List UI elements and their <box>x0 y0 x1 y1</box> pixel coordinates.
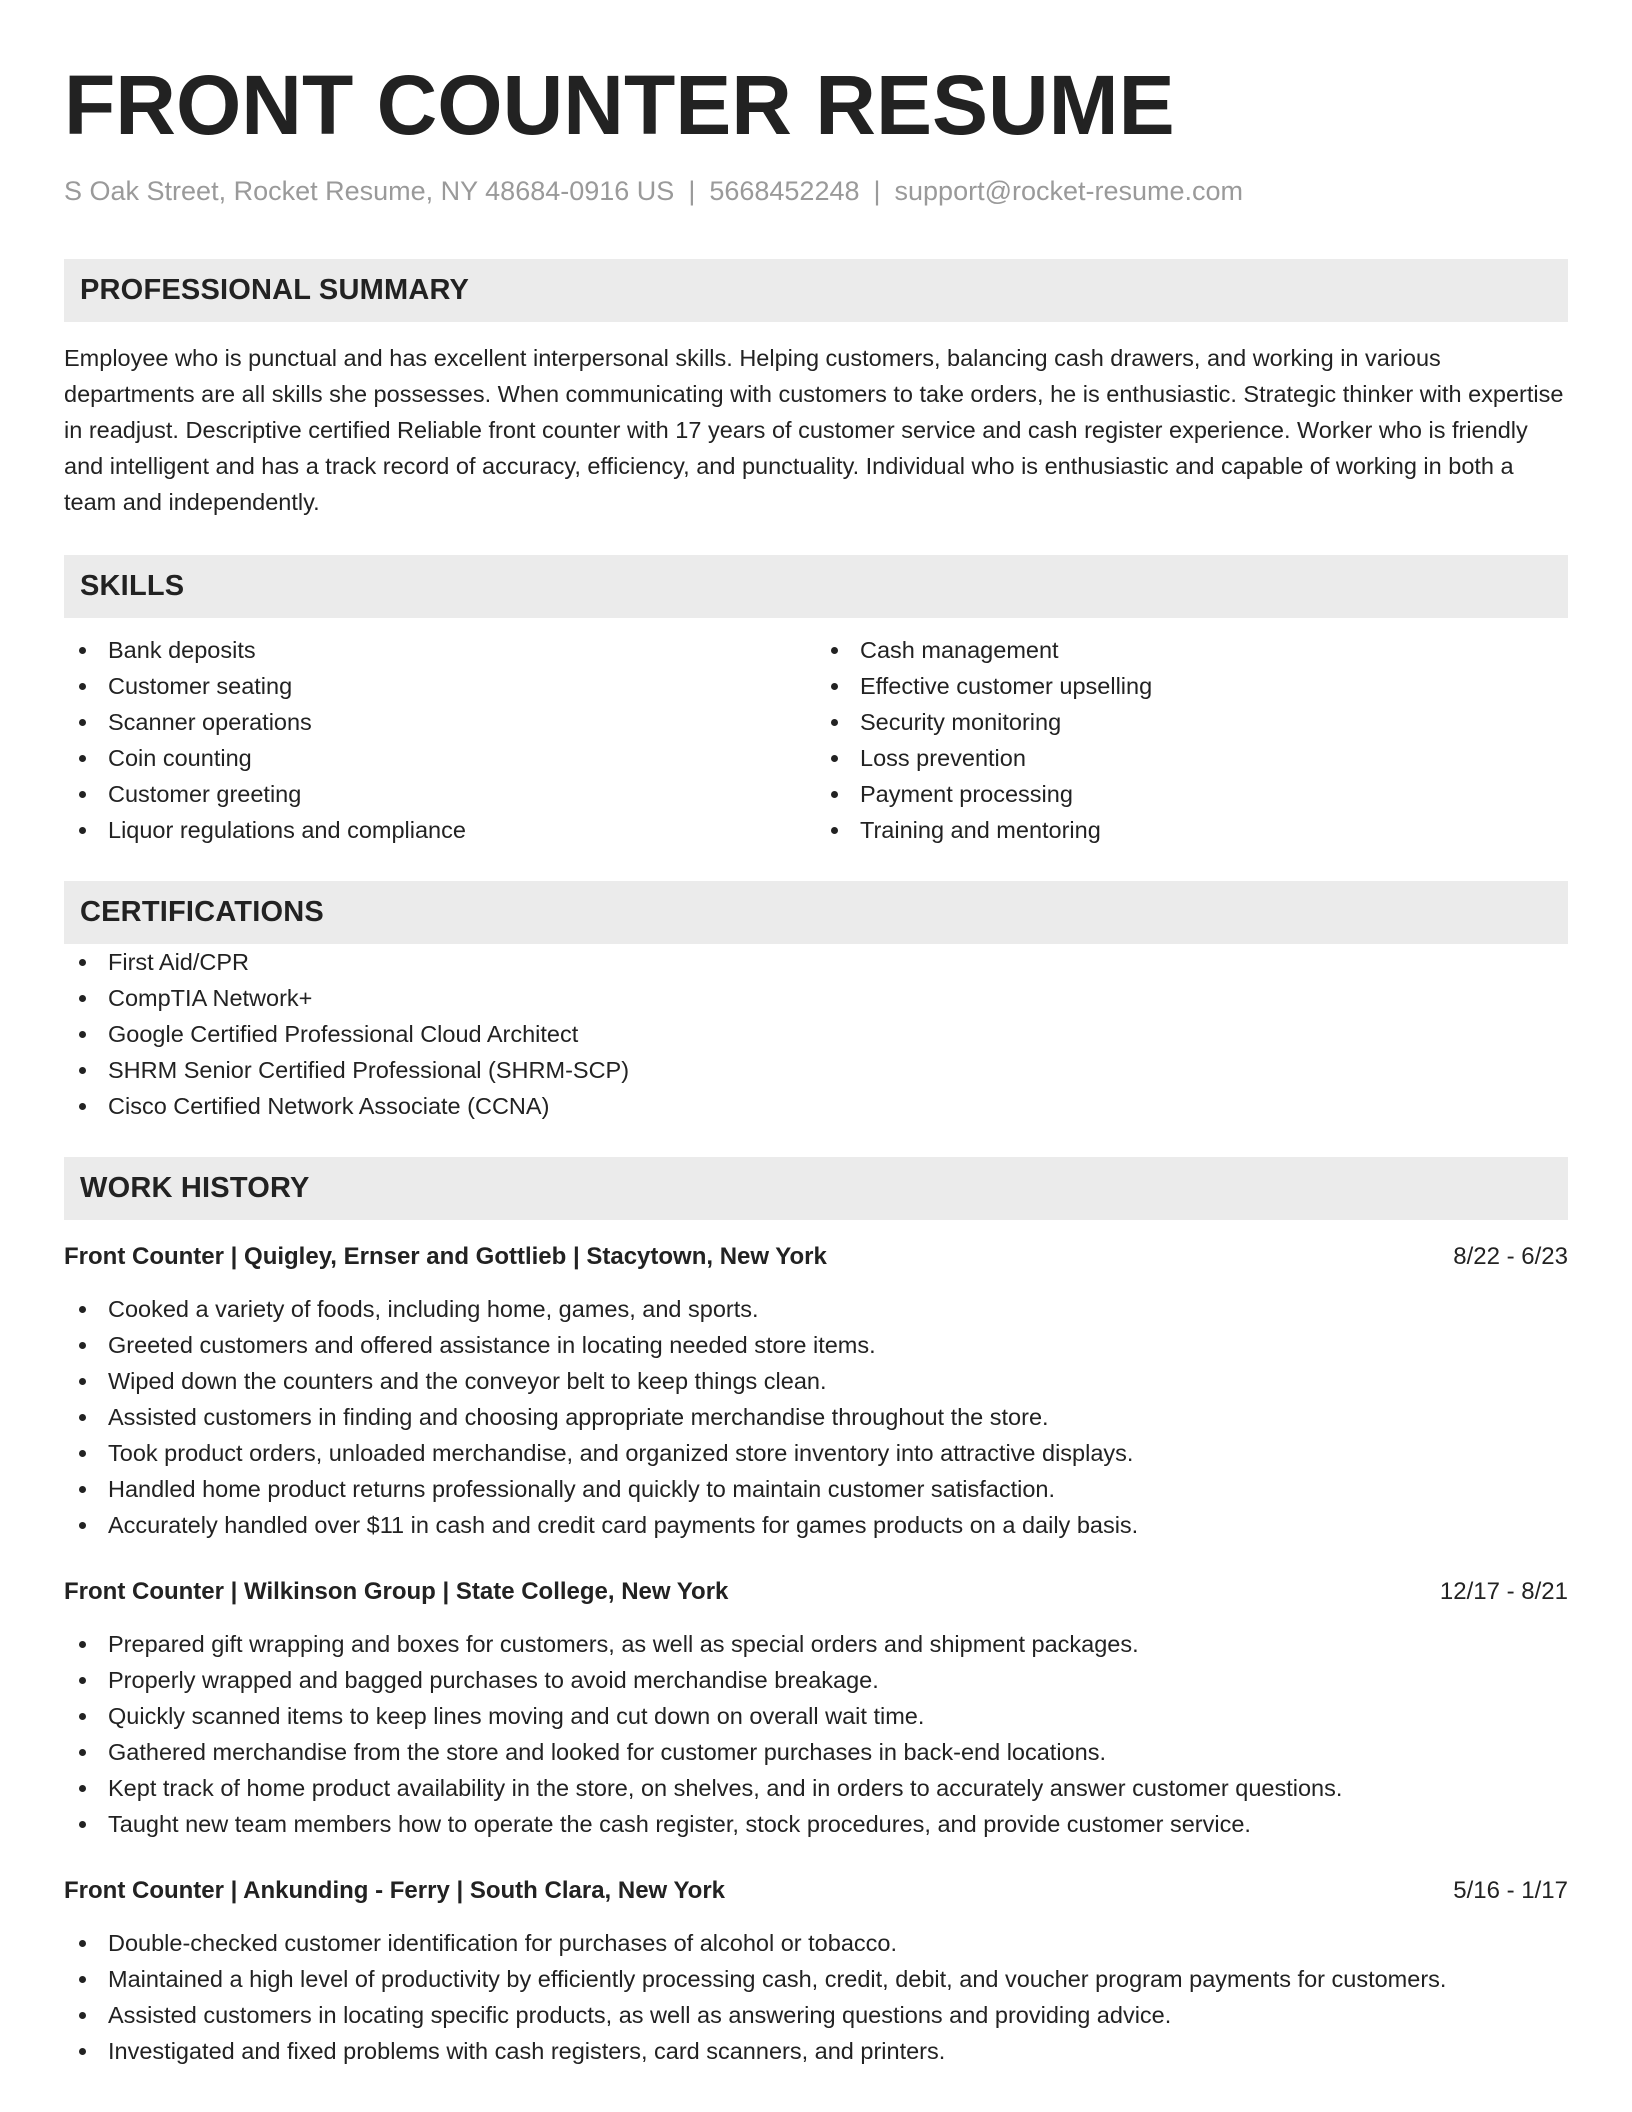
skill-item: Customer greeting <box>64 776 816 812</box>
certification-item: Cisco Certified Network Associate (CCNA) <box>64 1088 1568 1124</box>
job-title: Front Counter | Quigley, Ernser and Gottlieb | Stacytown, New York <box>64 1243 827 1270</box>
job-header <box>64 1240 1568 1274</box>
certification-item: First Aid/CPR <box>64 944 1568 980</box>
job-header <box>64 1575 1568 1609</box>
job-duty-item: Assisted customers in finding and choosing appropriate merchandise throughout the store. <box>64 1399 1568 1435</box>
certification-item: Google Certified Professional Cloud Architect <box>64 1016 1568 1052</box>
job-duty-item: Investigated and fixed problems with cash registers, card scanners, and printers. <box>64 2033 1568 2069</box>
contact-line <box>64 174 1568 208</box>
skill-item: Training and mentoring <box>816 812 1568 848</box>
job-duty-item: Gathered merchandise from the store and looked for customer purchases in back-end locations. <box>64 1734 1568 1770</box>
job-duty-item: Greeted customers and offered assistance in locating needed store items. <box>64 1327 1568 1363</box>
skill-item: Effective customer upselling <box>816 668 1568 704</box>
job-entry <box>64 1575 1568 1842</box>
contact-separator: | <box>688 176 696 206</box>
job-duties-list <box>64 1291 1568 1543</box>
job-duty-item: Quickly scanned items to keep lines moving and cut down on overall wait time. <box>64 1698 1568 1734</box>
resume-title: FRONT COUNTER RESUME <box>64 58 1175 152</box>
skill-item: Customer seating <box>64 668 816 704</box>
job-duty-item: Kept track of home product availability in the store, on shelves, and in orders to accurately answer customer questions. <box>64 1770 1568 1806</box>
job-entry <box>64 1240 1568 1543</box>
job-duty-item: Double-checked customer identification for purchases of alcohol or tobacco. <box>64 1925 1568 1961</box>
contact-address: S Oak Street, Rocket Resume, NY 48684-0916 US <box>64 176 675 206</box>
job-dates: 12/17 - 8/21 <box>1439 1578 1568 1605</box>
job-duty-item: Assisted customers in locating specific products, as well as answering questions and providing advice. <box>64 1997 1568 2033</box>
job-duty-item: Maintained a high level of productivity by efficiently processing cash, credit, debit, and voucher program payments for customers. <box>64 1961 1568 1997</box>
skill-item: Payment processing <box>816 776 1568 812</box>
job-duty-item: Properly wrapped and bagged purchases to avoid merchandise breakage. <box>64 1662 1568 1698</box>
skills-columns <box>64 632 1568 848</box>
skills-list-right <box>816 632 1568 848</box>
job-duty-item: Prepared gift wrapping and boxes for customers, as well as special orders and shipment packages. <box>64 1626 1568 1662</box>
certifications-list <box>64 944 1568 1124</box>
skill-item: Security monitoring <box>816 704 1568 740</box>
skill-item: Liquor regulations and compliance <box>64 812 816 848</box>
section-header-certifications: CERTIFICATIONS <box>64 881 1568 944</box>
job-duties-list <box>64 1925 1568 2069</box>
skills-list-left <box>64 632 816 848</box>
work-history-list <box>64 1240 1568 2069</box>
job-duty-item: Took product orders, unloaded merchandise, and organized store inventory into attractive displays. <box>64 1435 1568 1471</box>
job-duties-list <box>64 1626 1568 1842</box>
job-duty-item: Handled home product returns professionally and quickly to maintain customer satisfaction. <box>64 1471 1568 1507</box>
job-entry <box>64 1874 1568 2069</box>
skill-item: Cash management <box>816 632 1568 668</box>
job-title: Front Counter | Ankunding - Ferry | South Clara, New York <box>64 1877 726 1904</box>
contact-email: support@rocket-resume.com <box>894 176 1244 206</box>
job-title: Front Counter | Wilkinson Group | State College, New York <box>64 1578 729 1605</box>
section-header-skills: SKILLS <box>64 555 1568 618</box>
contact-phone: 5668452248 <box>709 176 860 206</box>
section-header-professional-summary: PROFESSIONAL SUMMARY <box>64 259 1568 322</box>
certification-item: CompTIA Network+ <box>64 980 1568 1016</box>
job-duty-item: Wiped down the counters and the conveyor belt to keep things clean. <box>64 1363 1568 1399</box>
job-dates: 5/16 - 1/17 <box>1453 1877 1568 1904</box>
skill-item: Loss prevention <box>816 740 1568 776</box>
certification-item: SHRM Senior Certified Professional (SHRM-SCP) <box>64 1052 1568 1088</box>
skill-item: Coin counting <box>64 740 816 776</box>
job-header <box>64 1874 1568 1908</box>
job-duty-item: Accurately handled over $11 in cash and credit card payments for games products on a daily basis. <box>64 1507 1568 1543</box>
skill-item: Bank deposits <box>64 632 816 668</box>
section-header-work-history: WORK HISTORY <box>64 1157 1568 1220</box>
summary-text: Employee who is punctual and has excellent interpersonal skills. Helping customers, balancing cash drawers, and working in various departments are all skills she possesses. When communicating with customers to take orders, he is enthusiastic. Strategic thinker with expertise in readjust. Descriptive certified Reliable front counter with 17 years of customer service and cash register experience. Worker who is friendly and intelligent and has a track record of accuracy, efficiency, and punctuality. Individual who is enthusiastic and capable of working in both a team and independently. <box>64 345 1564 515</box>
job-duty-item: Taught new team members how to operate the cash register, stock procedures, and provide customer service. <box>64 1806 1568 1842</box>
job-dates: 8/22 - 6/23 <box>1453 1243 1568 1270</box>
job-duty-item: Cooked a variety of foods, including home, games, and sports. <box>64 1291 1568 1327</box>
skill-item: Scanner operations <box>64 704 816 740</box>
contact-separator: | <box>873 176 881 206</box>
